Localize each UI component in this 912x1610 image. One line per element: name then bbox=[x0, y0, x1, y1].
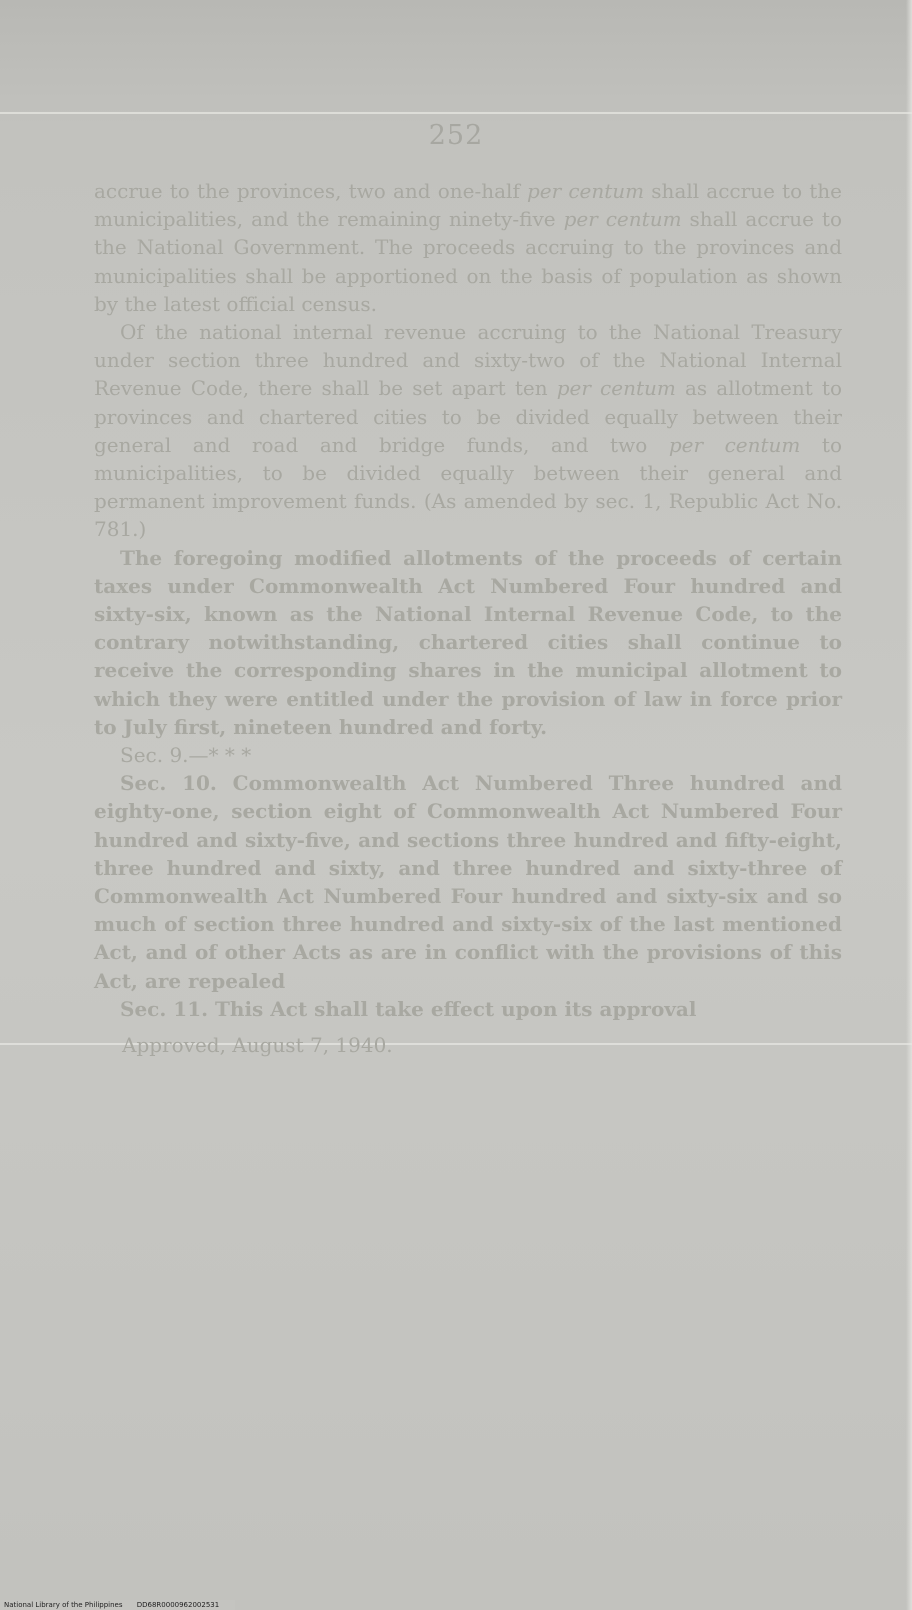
paragraph-2: Of the national internal revenue accruing to the National Treasury under section three hundred and sixty-two of the National Internal Revenue Code, there shall be set apart ten per centum as allotment to provinces and chartered cities to be divided equally between their general and road and bridge funds, and two per centum to municipalities, to be divided equally between their general and permanent improvement funds. (As amended by sec. 1, Republic Act No. 781.) bbox=[94, 320, 843, 542]
footer-id: DD68R0000962002531 bbox=[136, 1601, 220, 1609]
section-10: Sec. 10. Commonwealth Act Numbered Three hundred and eighty-one, section eight of Commonwealth Act Numbered Four hundred and sixty-five, and sections three hundred and fifty-eight, three hundred and sixty, and three hundred and sixty-three of Commonwealth Act Numbered Four hundred and sixty-six and so much of section three hundred and sixty-six of the last mentioned Act, and of other Acts as are in conflict with the provisions of this Act, are repealed bbox=[94, 771, 842, 993]
page-number: 252 bbox=[428, 120, 484, 151]
right-page-edge bbox=[906, 0, 912, 1610]
section-11: Sec. 11. This Act shall take effect upon its approval bbox=[120, 996, 697, 1021]
paragraph-1: accrue to the provinces, two and one-half per centum shall accrue to the municipalities, and the remaining ninety-five per centum shall accrue to the National Government. The proceeds accruing to the provinces and municipalities shall be apportioned on the basis of population as shown by the latest official census. bbox=[94, 179, 843, 316]
top-page-edge bbox=[0, 112, 912, 114]
footer-source: National Library of the Philippines bbox=[4, 1601, 123, 1609]
paragraph-3: The foregoing modified allotments of the proceeds of certain taxes under Commonwealth Act Numbered Four hundred and sixty-six, known as the National Internal Revenue Code, to the contrary notwithstanding, chartered cities shall continue to receive the corresponding shares in the municipal allotment to which they were entitled under the provision of law in force prior to July first, nineteen hundred and forty. bbox=[94, 545, 842, 739]
section-9: Sec. 9.—* * * bbox=[120, 743, 252, 768]
document-body bbox=[94, 177, 842, 1059]
source-footer bbox=[0, 1600, 235, 1610]
approval-date: Approved, August 7, 1940. bbox=[122, 1033, 393, 1058]
